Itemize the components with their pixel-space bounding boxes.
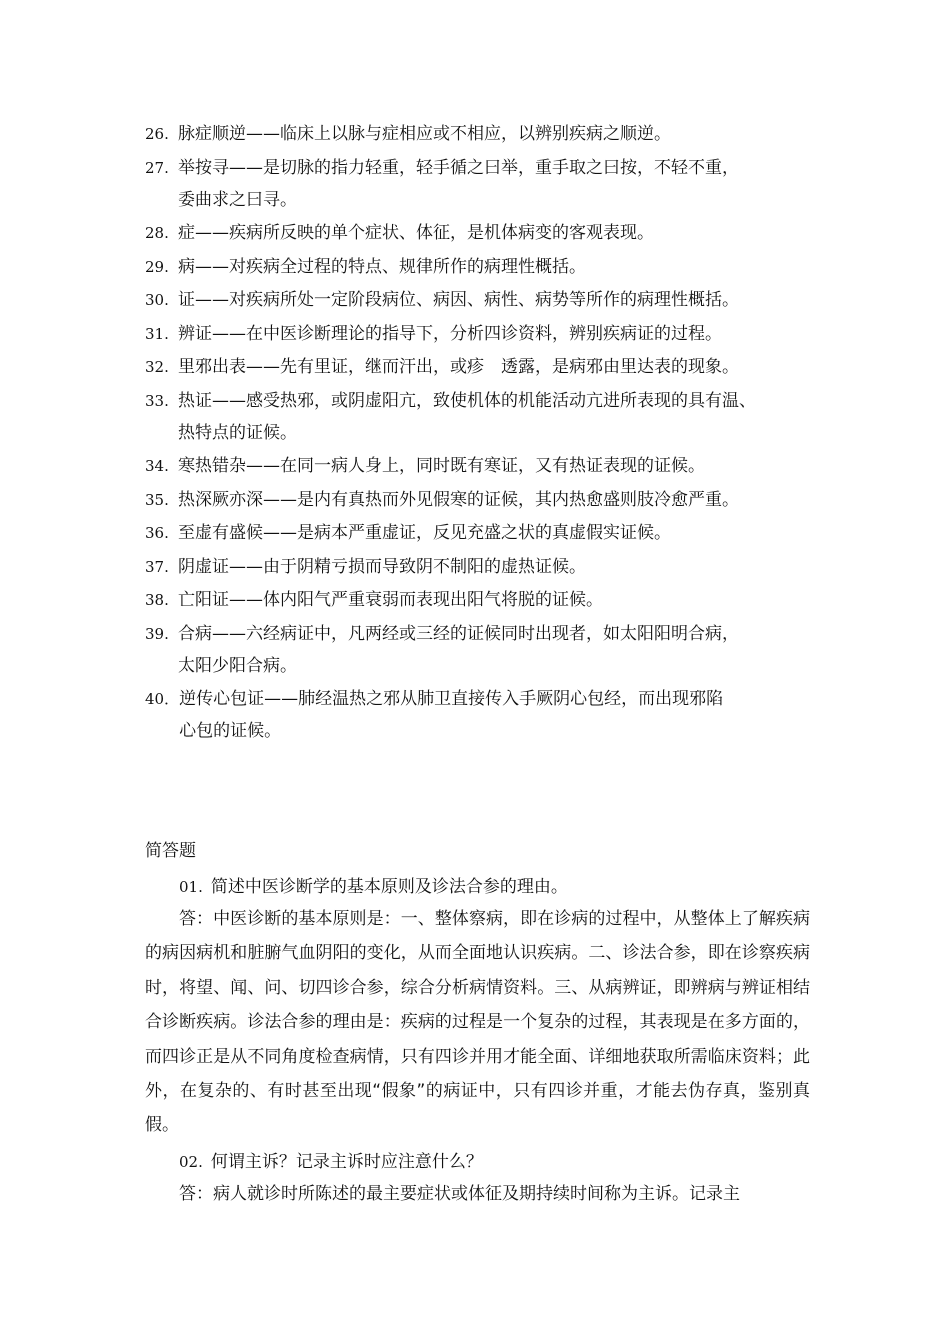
definition-text: 阴虚证——由于阴精亏损而导致阴不制阳的虚热证候。 xyxy=(178,556,586,577)
definition-text: 寒热错杂——在同一病人身上，同时既有寒证，又有热证表现的证候。 xyxy=(178,456,705,476)
definition-number: 31. xyxy=(145,324,169,343)
definition-item xyxy=(145,284,825,316)
definition-text: 热证——感受热邪，或阴虚阳亢，致使机体的机能活动亢进所表现的具有温、 热特点的证候。 xyxy=(178,390,756,443)
definition-number: 30. xyxy=(145,291,169,309)
definition-item xyxy=(145,118,825,150)
definition-text: 热深厥亦深——是内有真热而外见假寒的证候，其内热愈盛则肢冷愈严重。 xyxy=(178,489,739,510)
question-text: 何谓主诉？记录主诉时应注意什么？ xyxy=(210,1151,483,1172)
definition-number: 26. xyxy=(145,125,169,143)
definition-text: 证——对疾病所处一定阶段病位、病因、病性、病势等所作的病理性概括。 xyxy=(178,290,739,310)
definition-text: 合病——六经病证中，凡两经或三经的证候同时出现者，如太阳阳明合病， 太阳少阳合病。 xyxy=(178,623,739,676)
definition-number: 37. xyxy=(145,557,169,576)
question-number: 01. xyxy=(179,878,203,896)
definition-text: 逆传心包证——肺经温热之邪从肺卫直接传入手厥阴心包经，而出现邪陷 心包的证候。 xyxy=(179,689,724,741)
definition-number: 34. xyxy=(145,457,169,475)
definition-number: 33. xyxy=(145,391,169,410)
definition-item xyxy=(145,517,825,549)
definition-number: 40． xyxy=(145,690,180,708)
definition-item xyxy=(145,450,825,482)
definition-list xyxy=(145,118,825,749)
definition-text: 里邪出表——先有里证，继而汗出，或疹 透露，是病邪由里达表的现象。 xyxy=(178,357,739,377)
definition-item xyxy=(145,484,825,516)
definition-item xyxy=(145,318,825,350)
definition-text: 亡阳证——体内阳气严重衰弱而表现出阳气将脱的证候。 xyxy=(178,590,603,610)
definition-number: 36. xyxy=(145,524,169,542)
definition-number: 27. xyxy=(145,158,169,177)
definition-item xyxy=(145,351,825,383)
definition-number: 29. xyxy=(145,257,169,276)
definition-item xyxy=(145,551,825,583)
question xyxy=(145,1147,810,1177)
definition-item xyxy=(145,618,825,682)
definition-item xyxy=(145,584,825,616)
definition-number: 39. xyxy=(145,624,169,643)
definition-text: 辨证——在中医诊断理论的指导下，分析四诊资料，辨别疾病证的过程。 xyxy=(178,323,722,344)
definition-text: 病——对疾病全过程的特点、规律所作的病理性概括。 xyxy=(178,256,586,277)
short-answer-section xyxy=(145,872,810,1215)
answer-text: 答：中医诊断的基本原则是：一、整体察病，即在诊病的过程中，从整体上了解疾病的病因病机和脏腑气血阴阳的变化，从而全面地认识疾病。二、诊法合参，即在诊察疾病时，将望、闻、问、切四诊合参，综合分析病情资料。三、从病辨证，即辨病与辨证相结合诊断疾病。诊法合参的理由是：疾病的过程是一个复杂的过程，其表现是在多方面的，而四诊正是从不同角度检查病情，只有四诊并用才能全面、详细地获取所需临床资料；此外，在复杂的、有时甚至出现“假象”的病证中，只有四诊并重，才能去伪存真，鉴别真假。 xyxy=(145,909,810,1136)
definition-text: 举按寻——是切脉的指力轻重，轻手循之曰举，重手取之曰按，不轻不重， 委曲求之曰寻。 xyxy=(178,157,739,210)
section-title: 简答题 xyxy=(145,841,196,861)
definition-item xyxy=(145,385,825,449)
definition-item xyxy=(145,683,825,747)
definition-item xyxy=(145,152,825,216)
definition-number: 35. xyxy=(145,490,169,509)
question-number: 02. xyxy=(179,1152,203,1171)
question xyxy=(145,872,810,902)
question-text: 简述中医诊断学的基本原则及诊法合参的理由。 xyxy=(210,877,568,897)
definition-text: 症——疾病所反映的单个症状、体征，是机体病变的客观表现。 xyxy=(178,223,654,243)
definition-number: 32. xyxy=(145,358,169,376)
answer-text: 答：病人就诊时所陈述的最主要症状或体征及期持续时间称为主诉。记录主 xyxy=(179,1183,740,1204)
definition-item xyxy=(145,217,825,249)
definition-text: 脉症顺逆——临床上以脉与症相应或不相应，以辨别疾病之顺逆。 xyxy=(178,124,671,144)
definition-number: 28. xyxy=(145,224,169,242)
definition-item xyxy=(145,251,825,283)
definition-text: 至虚有盛候——是病本严重虚证，反见充盛之状的真虚假实证候。 xyxy=(178,523,671,543)
definition-number: 38. xyxy=(145,591,169,609)
